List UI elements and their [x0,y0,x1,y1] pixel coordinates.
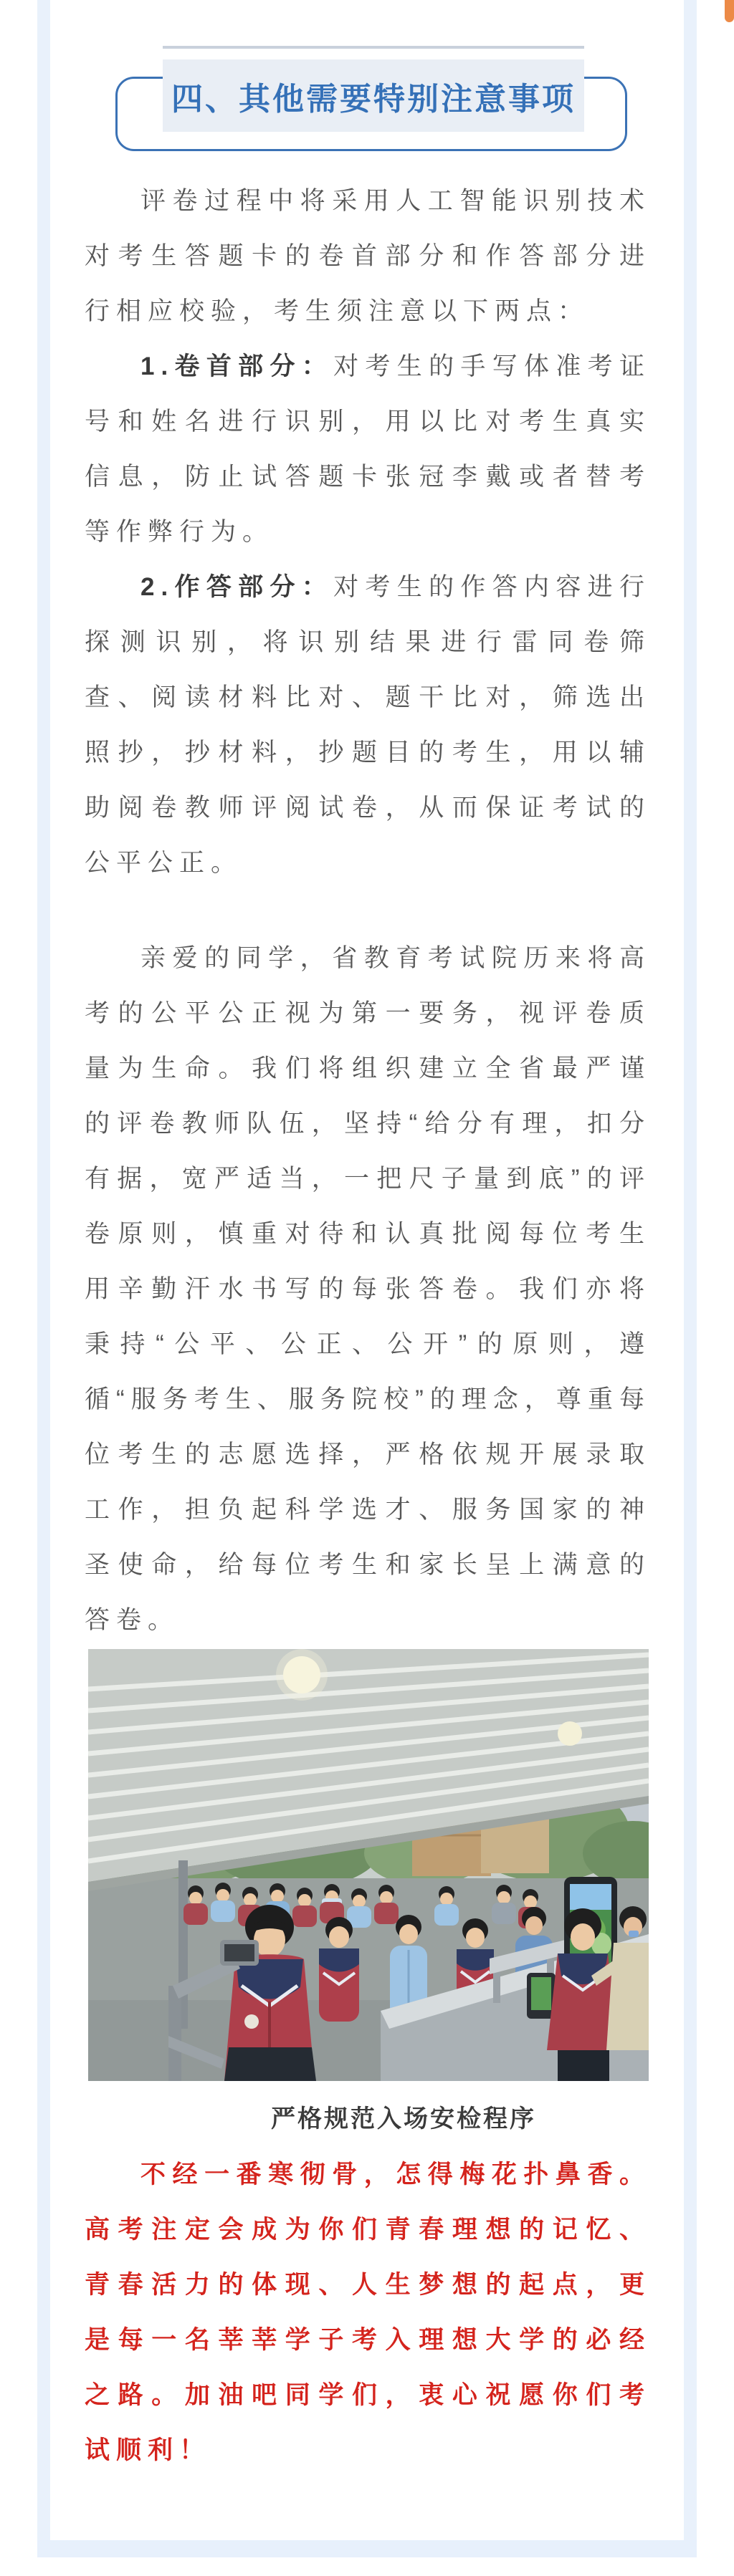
security-check-photo [88,1649,649,2081]
section-title-text: 四、其他需要特别注意事项 [171,81,576,117]
right-edge-strip [684,0,697,2557]
paragraph-message: 亲爱的同学，省教育考试院历来将高考的公平公正视为第一要务，视评卷质量为生命。我们将组织建立全省最严谨的评卷教师队伍，坚持“给分有理，扣分有据，宽严适当，一把尺子量到底”的评卷原则，慎重对待和认真批阅每位考生用辛勤汗水书写的每张答卷。我们亦将秉持“公平、公正、公开”的原则，遵循“服务考生、服务院校”的理念，尊重每位考生的志愿选择，严格依规开展录取工作，担负起科学选才、服务国家的神圣使命，给每位考生和家长呈上满意的答卷。 [85,944,651,1634]
section-title-badge [163,59,584,132]
left-edge-strip [37,0,50,2557]
header-check-text: 对考生的手写体准考证号和姓名进行识别，用以比对考生真实信息，防止试答题卡张冠李戴或者替考等作弊行为。 [85,352,651,546]
paragraph-intro: 评卷过程中将采用人工智能识别技术对考生答题卡的卷首部分和作答部分进行相应校验，考生须注意以下两点： [85,187,651,325]
photo-caption: 严格规范入场安检程序 [271,2105,536,2133]
paragraph-header-check [85,339,651,559]
bottom-edge-strip [37,2540,697,2557]
paragraph-answer-check [85,559,651,890]
closing-red-text: 不经一番寒彻骨，怎得梅花扑鼻香。高考注定会成为你们青春理想的记忆、青春活力的体现、人生梦想的起点，更是每一名莘莘学子考入理想大学的必经之路。加油吧同学们，衷心祝愿你们考试顺利！ [85,2161,651,2464]
section-title-accent-line [163,46,584,49]
security-check-photo-svg [88,1649,649,2081]
article-body [85,173,651,1648]
header-check-label: 1.卷首部分： [140,352,334,380]
answer-check-label: 2.作答部分： [140,573,334,601]
article-lower [85,2092,651,2478]
photo-ceiling-light-2 [558,1721,582,1746]
photo-ceiling-light [283,1656,320,1693]
answer-check-text: 对考生的作答内容进行探测识别，将识别结果进行雷同卷筛查、阅读材料比对、题干比对，筛选出照抄，抄材料，抄题目的考生，用以辅助阅卷教师评阅试卷，从而保证考试的公平公正。 [85,573,651,877]
orange-corner-tab [725,0,734,22]
